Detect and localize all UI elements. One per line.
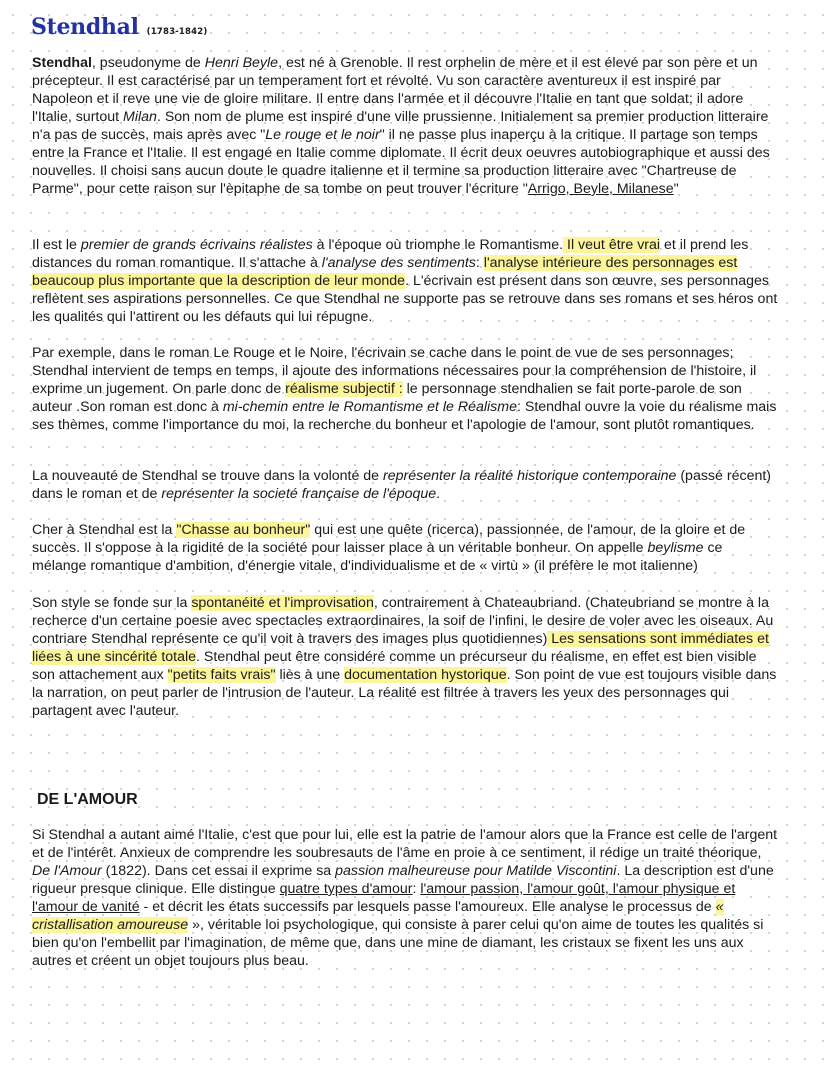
text-run: . Stendhal peut être considéré comme un précurseur du réalisme, en effet est bien visible son attachement aux: [32, 649, 757, 683]
text-run: . La description est d'une rigueur presque clinique. Elle distingue: [32, 863, 774, 897]
paragraph-biography: [32, 54, 780, 198]
paragraph-de-l-amour: [32, 826, 780, 970]
text-run: (passé récent) dans le roman et de: [32, 468, 772, 502]
text-run: ce mélange romantique d'ambition, d'énergie vitale, d'individualisme et de « virtù » (il préfère le mot italienne): [32, 540, 723, 574]
underlined-run: quatre types d'amour: [279, 881, 413, 897]
highlighted-run: Il veut être vrai: [563, 237, 661, 253]
text-run: . Son point de vue est toujours visible dans la narration, on peut parler de l'intrusion de l'auteur. La réalité est filtrée à travers les yeux des personnages qui partagent avec l'auteur.: [32, 667, 777, 719]
italic-run: Henri Beyle: [204, 55, 279, 71]
title-name: Stendhal: [31, 14, 139, 40]
text-run: Cher à Stendhal est la: [32, 522, 177, 538]
text-run: , contrairement à Chateaubriand. (Chateubriand se montre à la recherce d'un certaine poesie avec spectacles extraordinaires, la soif de l'infini, le desire de voler avec les oiseaux. Au contriare Stendhal représente ce qu'il voit à travers des images plus quotidiennes): [32, 595, 774, 647]
text-run: (1822). Dans cet essai il exprime sa: [101, 863, 336, 879]
italic-run: Le rouge et le noir: [265, 127, 380, 143]
text-run: à l'époque où triomphe le Romantisme.: [312, 237, 564, 253]
text-run: : Stendhal ouvre la voie du réalisme mais ses thèmes, comme l'importance du moi, la recherche du bonheur et l'apologie de l'amour, sont plutôt romantiques.: [32, 399, 777, 433]
highlighted-run: l'analyse intérieure des personnages est beaucoup plus importante que la description de leur monde: [32, 255, 738, 289]
bold-name: Stendhal: [32, 55, 92, 71]
text-run: qui est une quête (ricerca), passionnée, de l'amour, de la gloire et de succès. Il s'oppose à la rigidité de la société pour laisser place à un véritable bonheur. On appelle: [32, 522, 746, 556]
italic-run: De l'Amour: [32, 863, 102, 879]
highlighted-run: Les sensations sont immédiates et liées à une sincérité totale: [32, 631, 769, 665]
paragraph-novelty: [32, 467, 780, 503]
underlined-run: l'amour passion, l'amour goût, l'amour physique et l'amour de vanité: [32, 881, 736, 915]
italic-run: l'analyse des sentiments: [321, 255, 476, 271]
italic-run: beylisme: [647, 540, 704, 556]
text-run: :: [475, 255, 484, 271]
text-run: Il est le: [32, 237, 81, 253]
italic-run: représenter la réalité historique contemporaine: [383, 468, 677, 484]
highlighted-run: réalisme subjectif :: [285, 381, 403, 397]
highlighted-run: documentation hystorique: [344, 667, 507, 683]
text-run: et il prend les distances du roman romantique. Il s'attache à: [32, 237, 749, 271]
title-dates: (1783-1842): [146, 27, 208, 37]
text-run: le personnage stendhalien se fait porte-parole de son auteur .Son roman est donc à: [32, 381, 742, 415]
paragraph-realism: [32, 236, 780, 326]
highlighted-run: spontanéité et l'improvisation: [191, 595, 374, 611]
paragraph-chasse-au-bonheur: [32, 521, 780, 575]
text-run: . L'écrivain est présent dans son œuvre, ses personnages reflètent ses aspirations personnelles. Ce que Stendhal ne supporte pas se retrouve dans ses romans et ses héros ont les qualités qui l'attirent ou les défauts qui lui répugne.: [32, 273, 778, 325]
paragraph-subjective-realism: [32, 344, 780, 434]
italic-run: Milan: [123, 109, 157, 125]
text-run: " il ne passe plus inaperçu à la critique. Il partage son temps entre la France et l'Italie. Il est engagé en Italie comme diplomate. Il écrit deux oeuvres autobiographique et aussi des nouvelles. Il choisi sans aucun doute le quadre italienne et il termine sa production litteraire avec "Chartreuse de Parme", pour cette raison sur l'èpitaphe de sa tombe on peut trouver l'écriture ": [32, 127, 770, 197]
document-title: [31, 14, 207, 40]
highlighted-run: "petits faits vrais": [167, 667, 276, 683]
text-run: , pseudonyme de: [91, 55, 205, 71]
underlined-run: Arrigo, Beyle, Milanese: [527, 181, 674, 197]
text-run: - et décrit les états successifs par lesquels passe l'amoureux. Elle analyse le processus de: [139, 899, 716, 915]
paragraph-style: [32, 594, 780, 720]
text-run: , est né à Grenoble. Il rest orphelin de mère et il est élevé par son père et un précepteur. Il est caractérisé par un temperament fort et révolté. Vu son caractère aventureux il est inspiré par Napoleon et il reve une vie de gloire militare. Il entre dans l'armée et il découvre l'Italie en tant que soldat; il adore l'Italie, surtout: [32, 55, 758, 125]
text-run: liès à une: [275, 667, 345, 683]
text-run: Par exemple, dans le roman Le Rouge et le Noire, l'écrivain se cache dans le point de vue de ses personnages; Stendhal intervient de temps en temps, il ajoute des informations nécessaires pour la compréhension de l'histoire, il exprime un jugement. On parle donc de: [32, 345, 757, 397]
text-run: . Son nom de plume est inspiré d'une ville prussienne. Initialement sa premier production litteraire n'a pas de succès, mais après avec ": [32, 109, 769, 143]
text-run: La nouveauté de Stendhal se trouve dans la volonté de: [32, 468, 384, 484]
highlighted-run: "Chasse au bonheur": [176, 522, 311, 538]
italic-run: passion malheureuse pour Matilde Viscontini: [335, 863, 617, 879]
text-run: Son style se fonde sur la: [32, 595, 192, 611]
text-run: Si Stendhal a autant aimé l'Italie, c'est que pour lui, elle est la patrie de l'amour alors que la France est celle de l'argent et de l'intérêt. Anxieux de comprendre les soubresauts de l'âme en proie à ce sentiment, il rédige un traité théorique,: [32, 827, 778, 861]
section-title: DE L'AMOUR: [37, 791, 138, 808]
italic-run: représenter la societé française de l'époque: [161, 486, 437, 502]
text-run: », véritable loi psychologique, qui consiste à parer celui qu'on aime de toutes les qualités si bien qu'on l'embellit par l'imagination, de même que, dans une mine de diamant, les cristaux se fixent les uns aux autres et créent un objet toujours plus beau.: [32, 917, 764, 969]
text-run: ": [673, 181, 679, 197]
text-run: :: [412, 881, 421, 897]
italic-run: premier de grands écrivains réalistes: [80, 237, 313, 253]
highlighted-run: « cristallisation amoureuse: [32, 899, 724, 933]
text-run: .: [436, 486, 441, 502]
italic-run: mi-chemin entre le Romantisme et le Réalisme: [222, 399, 517, 415]
